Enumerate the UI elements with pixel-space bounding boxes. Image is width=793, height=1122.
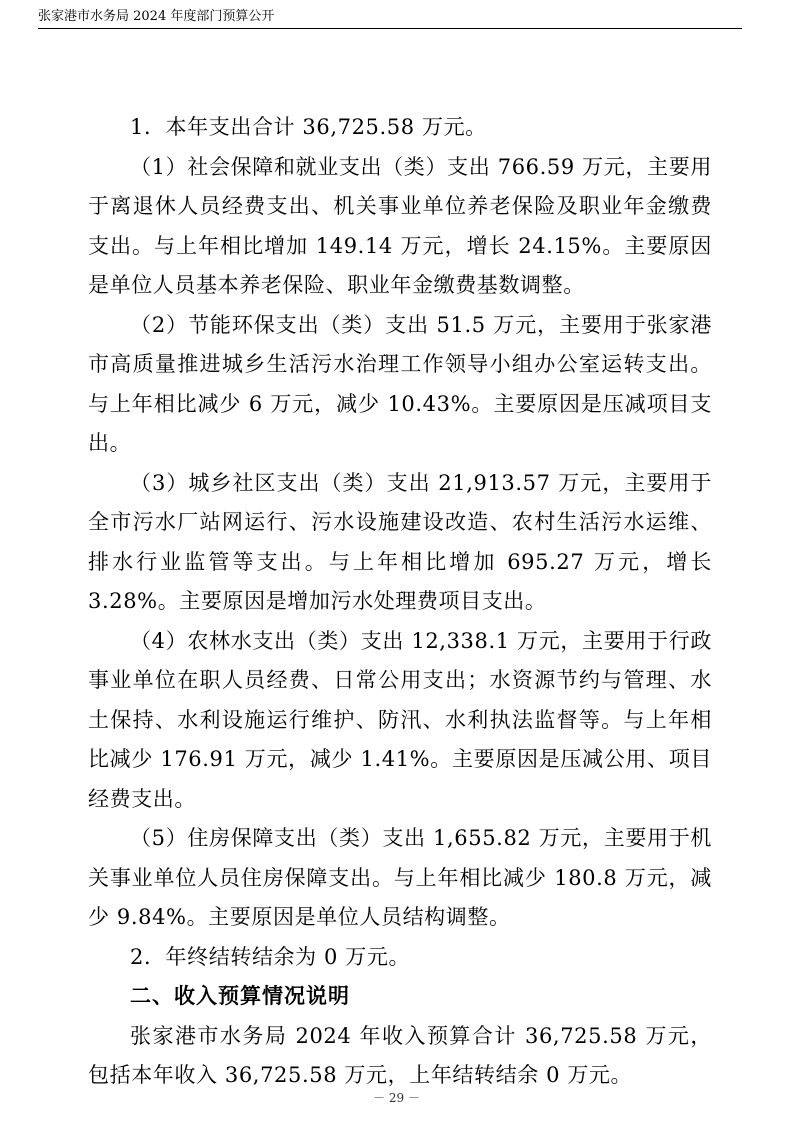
paragraph-housing-security: （5）住房保障支出（类）支出 1,655.82 万元，主要用于机关事业单位人员住房保障支出。与上年相比减少 180.8 万元，减少 9.84%。主要原因是单位人员结构调整。 (88, 826, 712, 929)
paragraph-year-end-balance: 2．年终结转结余为 0 万元。 (130, 944, 411, 969)
paragraph-income-budget: 张家港市水务局 2024 年收入预算合计 36,725.58 万元，包括本年收入 36,725.58 万元，上年结转结余 0 万元。 (88, 1023, 712, 1087)
page-number: － 29 － (373, 1091, 420, 1105)
document-body (88, 108, 712, 1096)
paragraph-total-expenditure: 1．本年支出合计 36,725.58 万元。 (130, 115, 487, 139)
paragraph-social-security: （1）社会保障和就业支出（类）支出 766.59 万元，主要用于离退休人员经费支出、机关事业单位养老保险及职业年金缴费支出。与上年相比增加 149.14 万元，增长 24.15%。主要原因是单位人员基本养老保险、职业年金缴费基数调整。 (88, 154, 712, 297)
paragraph-energy-environment: （2）节能环保支出（类）支出 51.5 万元，主要用于张家港市高质量推进城乡生活污水治理工作领导小组办公室运转支出。与上年相比减少 6 万元，减少 10.43%。主要原因是压减项目支出。 (88, 312, 712, 455)
paragraph-agriculture-water: （4）农林水支出（类）支出 12,338.1 万元，主要用于行政事业单位在职人员经费、日常公用支出；水资源节约与管理、水土保持、水利设施运行维护、防汛、水利执法监督等。与上年相比减少 176.91 万元，减少 1.41%。主要原因是压减公用、项目经费支出。 (88, 628, 712, 811)
page-header (38, 6, 742, 29)
header-title: 张家港市水务局 2024 年度部门预算公开 (38, 9, 275, 24)
section-heading-income: 二、收入预算情况说明 (130, 984, 350, 1008)
paragraph-urban-rural-community: （3）城乡社区支出（类）支出 21,913.57 万元，主要用于全市污水厂站网运行、污水设施建设改造、农村生活污水运维、排水行业监管等支出。与上年相比增加 695.27 万元，增长 3.28%。主要原因是增加污水处理费项目支出。 (88, 470, 712, 613)
